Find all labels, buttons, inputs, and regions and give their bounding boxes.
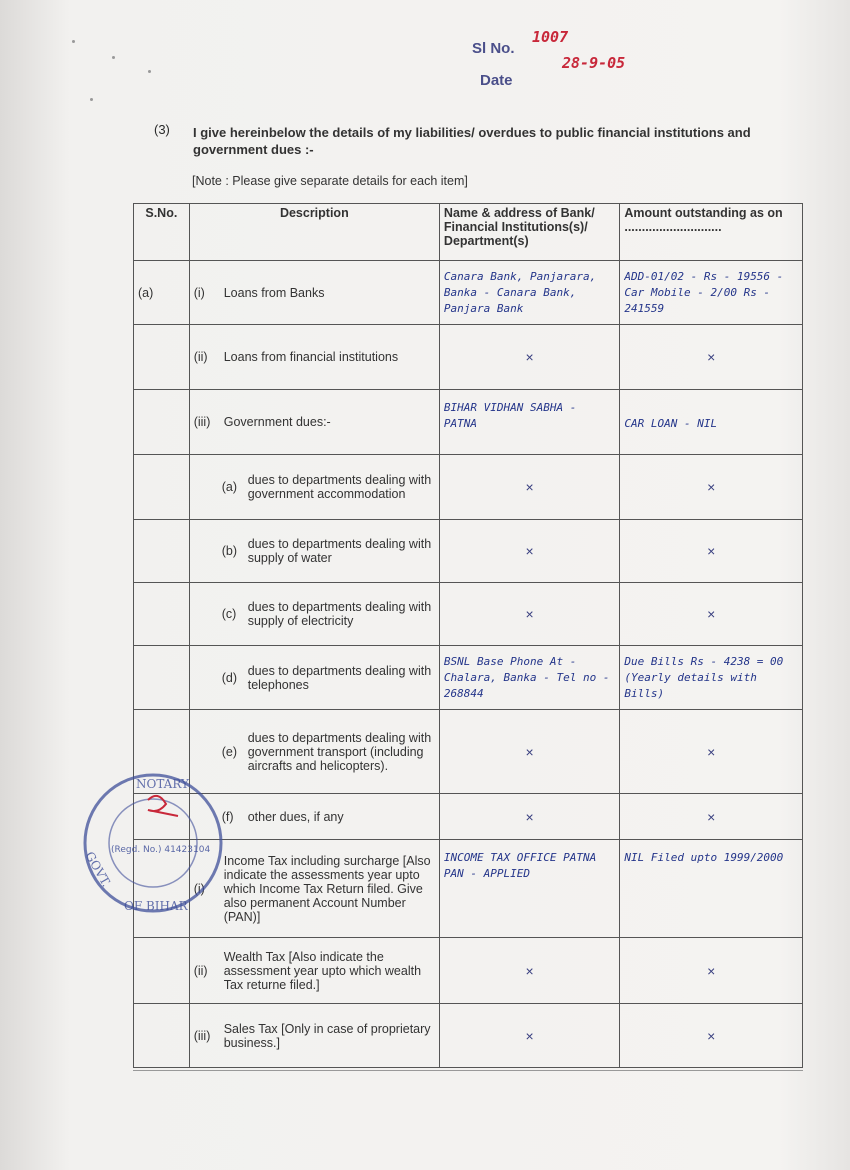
- row-num: (iii): [193, 415, 211, 429]
- row-num: (f): [221, 809, 234, 824]
- row-bank: ×: [439, 794, 619, 840]
- row-description: [189, 390, 439, 455]
- date-label: Date: [480, 72, 513, 89]
- row-bank: BIHAR VIDHAN SABHA - PATNA: [439, 390, 619, 455]
- row-sno: [134, 938, 190, 1004]
- scan-speck: [72, 40, 75, 43]
- row-desc: dues to departments dealing with supply of electricity: [247, 600, 432, 628]
- row-num: (ii): [193, 350, 208, 364]
- row-sno: (a): [134, 261, 190, 325]
- row-desc: dues to departments dealing with government accommodation: [247, 473, 432, 501]
- row-bank: Canara Bank, Panjarara, Banka - Canara Bank, Panjara Bank: [439, 261, 619, 325]
- row-num: (b): [221, 544, 237, 558]
- row-desc: dues to departments dealing with supply of water: [247, 537, 432, 565]
- row-bank: ×: [439, 1004, 619, 1068]
- table-row: [134, 520, 803, 583]
- table-row: [134, 390, 803, 455]
- row-bank: ×: [439, 938, 619, 1004]
- row-num: (d): [221, 670, 237, 685]
- table-row: [134, 583, 803, 646]
- row-description: [189, 261, 439, 325]
- date-value: 28-9-05: [562, 54, 626, 72]
- row-desc: Income Tax including surcharge [Also indicate the assessments year upto which Income Tax Return filed. Give also permanent Account Number (PAN)]: [223, 853, 431, 924]
- table-bottom-edge: [133, 1070, 803, 1071]
- row-bank: ×: [439, 520, 619, 583]
- header-amount: Amount outstanding as on ............................: [620, 204, 803, 261]
- section-note: [Note : Please give separate details for each item]: [192, 174, 468, 188]
- scan-speck: [148, 70, 151, 73]
- table-row: [134, 938, 803, 1004]
- row-description: [189, 1004, 439, 1068]
- stamp-bottom-text: OF BIHAR: [124, 899, 188, 913]
- table-row: [134, 710, 803, 794]
- serial-number: [472, 28, 569, 57]
- row-num: (e): [221, 744, 237, 759]
- row-sno: [134, 390, 190, 455]
- row-desc: dues to departments dealing with telephones: [247, 663, 432, 692]
- table-row: [134, 840, 803, 938]
- row-amount: ADD-01/02 - Rs - 19556 - Car Mobile - 2/00 Rs - 241559: [620, 261, 803, 325]
- table-row: [134, 794, 803, 840]
- row-bank: INCOME TAX OFFICE PATNA PAN - APPLIED: [439, 840, 619, 938]
- row-sno: [134, 646, 190, 710]
- table-header-row: [134, 204, 803, 261]
- row-bank: ×: [439, 583, 619, 646]
- row-num: (i): [193, 285, 205, 300]
- liabilities-table: [133, 203, 803, 1068]
- row-desc: Sales Tax [Only in case of proprietary business.]: [223, 1021, 431, 1050]
- row-bank: BSNL Base Phone At - Chalara, Banka - Tel no - 268844: [439, 646, 619, 710]
- row-desc: Loans from financial institutions: [223, 350, 399, 364]
- row-description: [189, 455, 439, 520]
- row-amount: ×: [620, 520, 803, 583]
- row-description: [189, 938, 439, 1004]
- row-amount: ×: [620, 455, 803, 520]
- row-amount: NIL Filed upto 1999/2000: [620, 840, 803, 938]
- row-num: (c): [221, 607, 237, 621]
- scan-speck: [112, 56, 115, 59]
- table-row: [134, 1004, 803, 1068]
- row-sno: [134, 583, 190, 646]
- row-description: [189, 325, 439, 390]
- row-desc: Loans from Banks: [223, 285, 325, 300]
- row-sno: [134, 455, 190, 520]
- row-desc: Wealth Tax [Also indicate the assessment year upto which wealth Tax returne filed.]: [223, 949, 422, 992]
- row-num: (ii): [193, 963, 208, 978]
- row-sno: [134, 325, 190, 390]
- row-description: [189, 583, 439, 646]
- row-bank: ×: [439, 325, 619, 390]
- serial-number-label: Sl No.: [472, 40, 515, 57]
- stamp-regd-text: (Regd. No.) 41423104: [111, 845, 211, 855]
- scan-speck: [90, 98, 93, 101]
- row-amount: ×: [620, 794, 803, 840]
- header-sno: S.No.: [134, 204, 190, 261]
- row-amount: ×: [620, 325, 803, 390]
- notary-stamp: [78, 748, 228, 928]
- serial-number-value: 1007: [532, 28, 569, 46]
- row-description: [189, 520, 439, 583]
- row-sno: [134, 1004, 190, 1068]
- stamp-inner-ring: [109, 799, 197, 887]
- row-num: (i): [193, 881, 205, 896]
- date-field: [480, 54, 626, 89]
- row-amount: Due Bills Rs - 4238 = 00 (Yearly details with Bills): [620, 646, 803, 710]
- row-desc: Government dues:-: [223, 415, 331, 429]
- stamp-left-text: GOVT.: [82, 849, 114, 890]
- row-num: (a): [221, 480, 237, 494]
- table-row: [134, 646, 803, 710]
- row-sno: [134, 520, 190, 583]
- stamp-top-text: NOTARY: [136, 777, 189, 791]
- row-amount: ×: [620, 583, 803, 646]
- table-row: [134, 455, 803, 520]
- section-intro: I give hereinbelow the details of my liabilities/ overdues to public financial institutions and government dues :-: [193, 125, 751, 157]
- header-description: Description: [189, 204, 439, 261]
- row-desc: other dues, if any: [247, 809, 344, 824]
- row-amount: CAR LOAN - NIL: [620, 390, 803, 455]
- row-num: (iii): [193, 1028, 211, 1043]
- row-description: [189, 646, 439, 710]
- row-amount: ×: [620, 710, 803, 794]
- row-desc: dues to departments dealing with government transport (including aircrafts and helicopters).: [247, 730, 432, 773]
- row-bank: ×: [439, 455, 619, 520]
- row-amount: ×: [620, 1004, 803, 1068]
- row-bank: ×: [439, 710, 619, 794]
- row-amount: ×: [620, 938, 803, 1004]
- table-row: [134, 261, 803, 325]
- header-bank: Name & address of Bank/ Financial Institutions(s)/ Department(s): [439, 204, 619, 261]
- table-row: [134, 325, 803, 390]
- section-number: (3): [154, 122, 170, 137]
